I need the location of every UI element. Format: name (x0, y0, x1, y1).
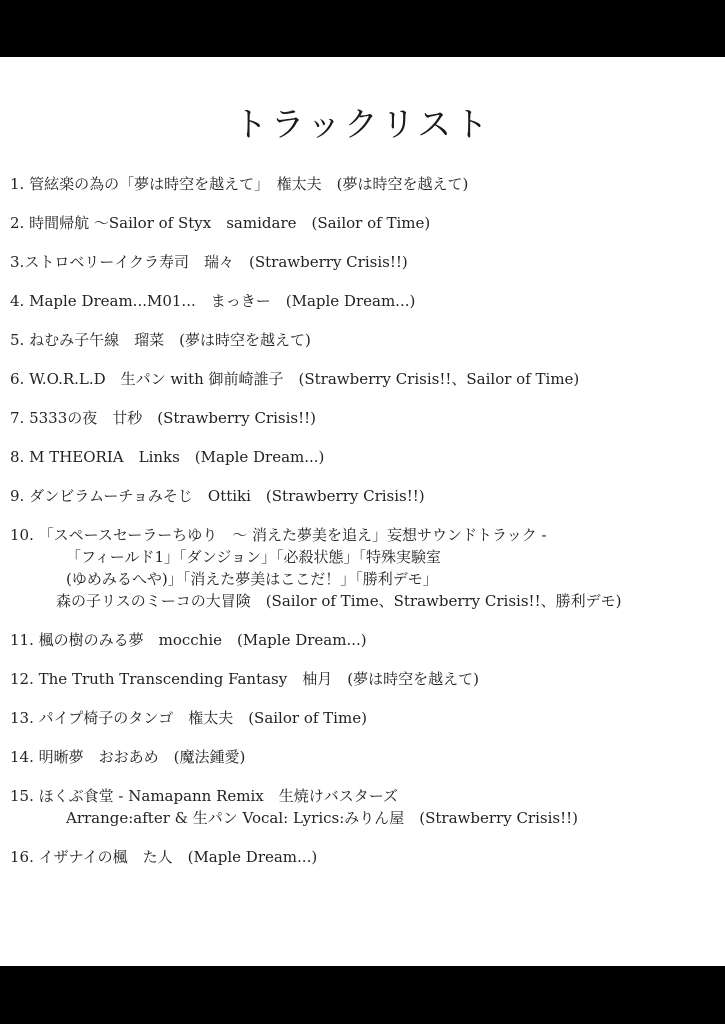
track-text: イザナイの楓 た人 (Maple Dream...) (38, 848, 318, 866)
track-text: ストロベリーイクラ寿司 瑞々 (Strawberry Crisis!!) (24, 253, 408, 271)
track-item (10, 629, 722, 651)
track-text: The Truth Transcending Fantasy 柚月 (夢は時空を越えて) (38, 670, 479, 688)
track-number: 12. (10, 670, 34, 688)
track-item (10, 707, 722, 729)
track-item (10, 785, 722, 829)
track-number: 4. (10, 292, 25, 310)
track-number: 9. (10, 487, 25, 505)
track-number: 2. (10, 214, 25, 232)
track-text: 「スペースセーラーちゆり 〜 消えた夢美を追え」妄想サウンドトラック - (38, 526, 547, 544)
track-text: ダンビラムーチョみそじ Ottiki (Strawberry Crisis!!) (29, 487, 425, 505)
track-continuation-line: (ゆめみるへや)」「消えた夢美はここだ！」「勝利デモ」 (66, 570, 438, 588)
track-number: 3. (10, 253, 25, 271)
track-item (10, 329, 722, 351)
track-text: ねむみ子午線 瑠菜 (夢は時空を越えて) (29, 331, 311, 349)
tracklist-page (0, 57, 725, 966)
track-item (10, 368, 722, 390)
track-number: 10. (10, 526, 34, 544)
track-item (10, 446, 722, 468)
track-number: 8. (10, 448, 25, 466)
track-number: 6. (10, 370, 25, 388)
track-list (10, 173, 722, 885)
track-text: Maple Dream...M01... まっきー (Maple Dream...) (29, 292, 416, 310)
page-title: トラックリスト (233, 105, 492, 145)
track-item (10, 173, 722, 195)
track-text: パイプ椅子のタンゴ 権太夫 (Sailor of Time) (38, 709, 367, 727)
track-number: 13. (10, 709, 34, 727)
track-text: M THEORIA Links (Maple Dream...) (29, 448, 325, 466)
track-text: 楓の樹のみる夢 mocchie (Maple Dream...) (38, 631, 367, 649)
track-continuation-line: Arrange:after & 生パン Vocal: Lyrics:みりん屋 (Strawberry Crisis!!) (66, 809, 578, 827)
track-item (10, 290, 722, 312)
bottom-letterbox-bar (0, 966, 725, 1024)
track-item (10, 212, 722, 234)
track-item (10, 407, 722, 429)
track-text: 管絃楽の為の「夢は時空を越えて」 権太夫 (夢は時空を越えて) (29, 175, 469, 193)
track-number: 15. (10, 787, 34, 805)
track-number: 7. (10, 409, 25, 427)
track-text: 明晰夢 おおあめ (魔法鍾愛) (38, 748, 246, 766)
track-text: W.O.R.L.D 生パン with 御前崎誰子 (Strawberry Crisis!!、Sailor of Time) (29, 370, 580, 388)
track-item (10, 485, 722, 507)
track-item (10, 746, 722, 768)
track-item (10, 251, 722, 273)
track-text: 時間帰航 〜Sailor of Styx samidare (Sailor of Time) (29, 214, 431, 232)
track-item (10, 524, 722, 612)
track-continuation-line: 「フィールド1」「ダンジョン」「必殺状態」「特殊実験室 (66, 548, 442, 566)
track-number: 14. (10, 748, 34, 766)
track-number: 16. (10, 848, 34, 866)
track-number: 11. (10, 631, 34, 649)
top-letterbox-bar (0, 0, 725, 57)
track-number: 5. (10, 331, 25, 349)
track-item (10, 846, 722, 868)
track-continuation-line: 森の子リスのミーコの大冒険 (Sailor of Time、Strawberry Crisis!!、勝利デモ) (56, 592, 622, 610)
track-text: 5333の夜 廿秒 (Strawberry Crisis!!) (29, 409, 316, 427)
track-item (10, 668, 722, 690)
track-number: 1. (10, 175, 25, 193)
track-text: ほくぶ食堂 - Namapann Remix 生焼けバスターズ (38, 787, 399, 805)
